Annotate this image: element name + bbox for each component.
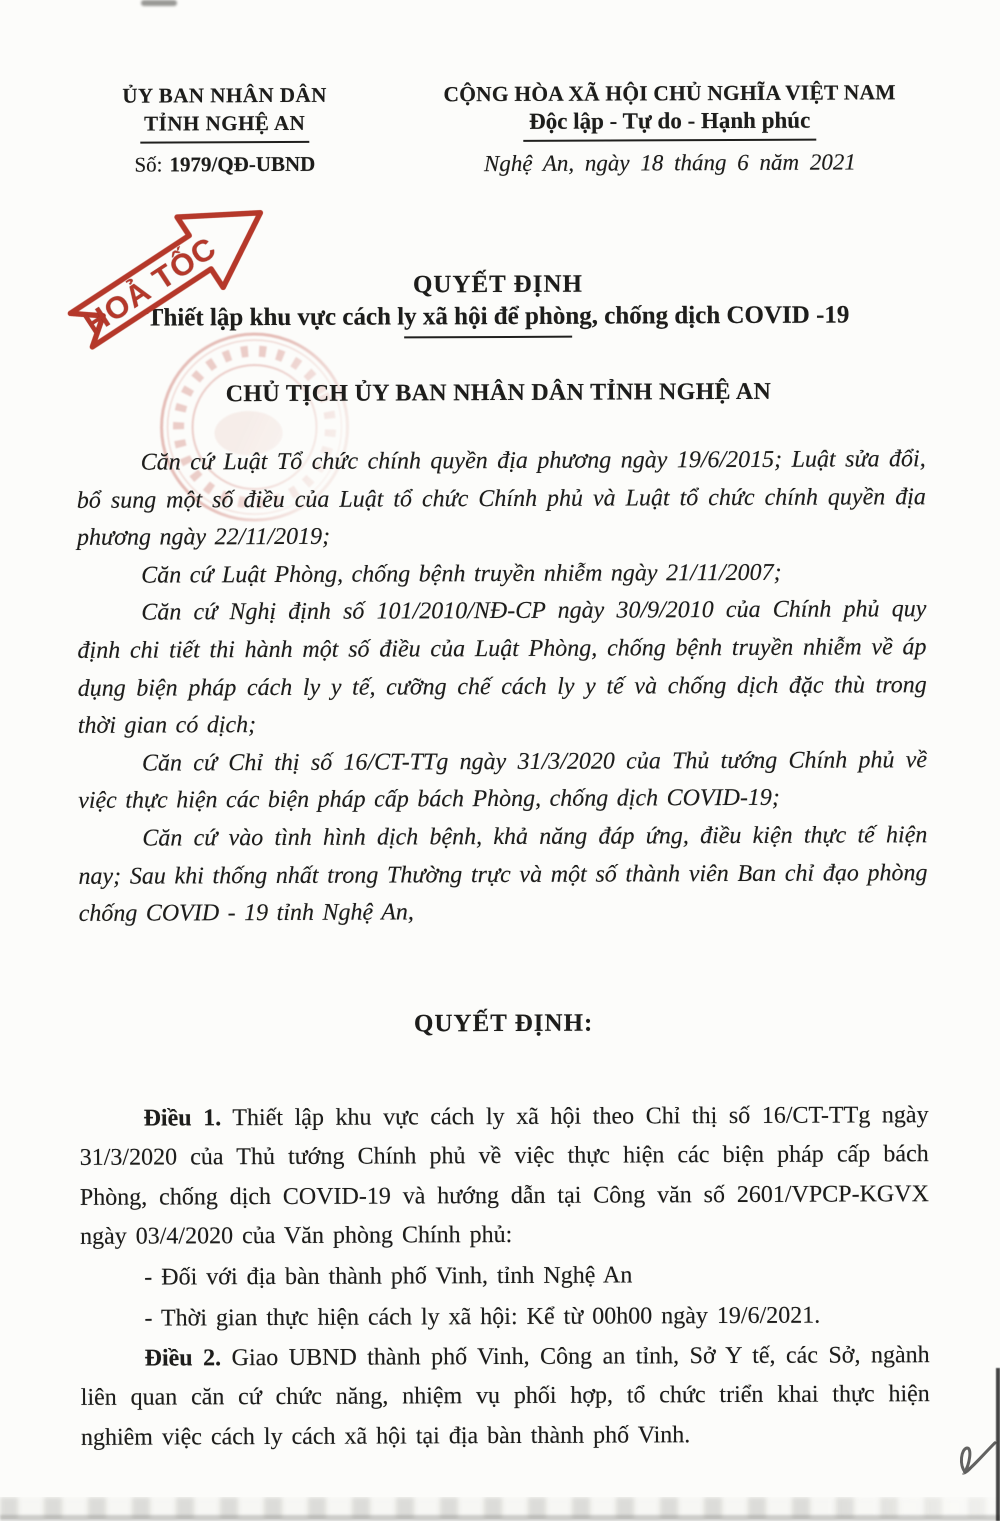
article-1 [79, 1096, 929, 1258]
urgent-stamp-label: HOẢ TỐC [77, 229, 223, 342]
motto: Độc lập - Tự do - Hạnh phúc [523, 107, 816, 142]
issuing-authority-block [97, 81, 352, 178]
scan-edge-shadow [0, 1515, 1000, 1521]
authority-province: TỈNH NGHỆ AN [140, 109, 309, 144]
article-1-bullet: - Thời gian thực hiện cách ly xã hội: Kể từ 00h00 ngày 19/6/2021. [144, 1302, 821, 1332]
scan-smudge [141, 0, 177, 6]
article-1-bullet: - Đối với địa bàn thành phố Vinh, tỉnh Nghệ An [144, 1262, 633, 1291]
scan-edge-line [996, 1368, 1000, 1521]
preamble-paragraph: Căn cứ Luật Tổ chức chính quyền địa phương ngày 19/6/2015; Luật sửa đổi, bổ sung một số điều của Luật tổ chức Chính phủ và Luật tổ chức chính quyền địa phương ngày 22/11/2019; [76, 446, 926, 552]
document-body [77, 441, 930, 1458]
article-2-text: Giao UBND thành phố Vinh, Công an tỉnh, Sở Y tế, các Sở, ngành liên quan căn cứ chức năng, nhiệm vụ phối hợp, tổ chức triển khai thực hiện nghiêm việc cách ly cách xã hội tại địa bàn thành phố Vinh. [80, 1341, 930, 1451]
place-dateline: Nghệ An, ngày 18 tháng 6 năm 2021 [483, 149, 856, 177]
preamble-paragraph: Căn cứ Nghị định số 101/2010/NĐ-CP ngày 30/9/2010 của Chính phủ quy định chi tiết thi hành một số điều của Luật Phòng, chống bệnh truyền nhiễm về áp dụng biện pháp cách ly y tế, cưỡng chế cách ly y tế và chống dịch đặc thù trong thời gian có dịch; [77, 596, 927, 739]
signing-authority-title: CHỦ TỊCH ỦY BAN NHÂN DÂN TỈNH NGHỆ AN [225, 378, 772, 408]
handwritten-check-mark [949, 1434, 1000, 1491]
articles [79, 1096, 930, 1458]
national-motto-block [402, 78, 937, 177]
document-number-value: 1979/QĐ-UBND [169, 151, 316, 177]
authority-province-wrap [97, 109, 352, 144]
preamble-paragraph: Căn cứ Chỉ thị số 16/CT-TTg ngày 31/3/2020 của Thủ tướng Chính phủ về việc thực hiện các biện pháp cấp bách Phòng, chống dịch COVID-19; [78, 746, 928, 815]
decision-title: QUYẾT ĐỊNH [412, 270, 583, 299]
article-1-text: Thiết lập khu vực cách ly xã hội theo Chỉ thị số 16/CT-TTg ngày 31/3/2020 của Thủ tướng Chính phủ về việc thực hiện các biện pháp cấp bách Phòng, chống dịch COVID-19 và hướng dẫn tại Công văn số 2601/VPCP-KGVX ngày 03/4/2020 của Văn phòng Chính phủ: [79, 1101, 929, 1251]
national-title: CỘNG HÒA XÃ HỘI CHỦ NGHĨA VIỆT NAM [443, 80, 896, 107]
authority-name: ỦY BAN NHÂN DÂN [122, 82, 327, 108]
preamble [77, 441, 928, 933]
article-2 [81, 1336, 931, 1458]
motto-wrap [402, 106, 937, 142]
subtitle-underline [404, 336, 572, 339]
document-number [97, 152, 352, 178]
pen-squiggle-icon [949, 1434, 1000, 1486]
preamble-paragraph: Căn cứ vào tình hình dịch bệnh, khả năng đáp ứng, điều kiện thực tế hiện nay; Sau khi thống nhất trong Thường trực và một số thành viên Ban chỉ đạo phòng chống COVID - 19 tỉnh Nghệ An, [78, 822, 928, 927]
document-number-label: Số: [134, 152, 163, 177]
article-1-label: Điều 1. [143, 1104, 222, 1132]
article-2-label: Điều 2. [144, 1344, 222, 1372]
decision-operative-heading: QUYẾT ĐỊNH: [413, 1009, 594, 1038]
preamble-paragraph: Căn cứ Luật Phòng, chống bệnh truyền nhiễm ngày 21/11/2007; [141, 559, 782, 589]
decision-subtitle: Thiết lập khu vực cách ly xã hội để phòng, chống dịch COVID -19 [146, 301, 850, 332]
